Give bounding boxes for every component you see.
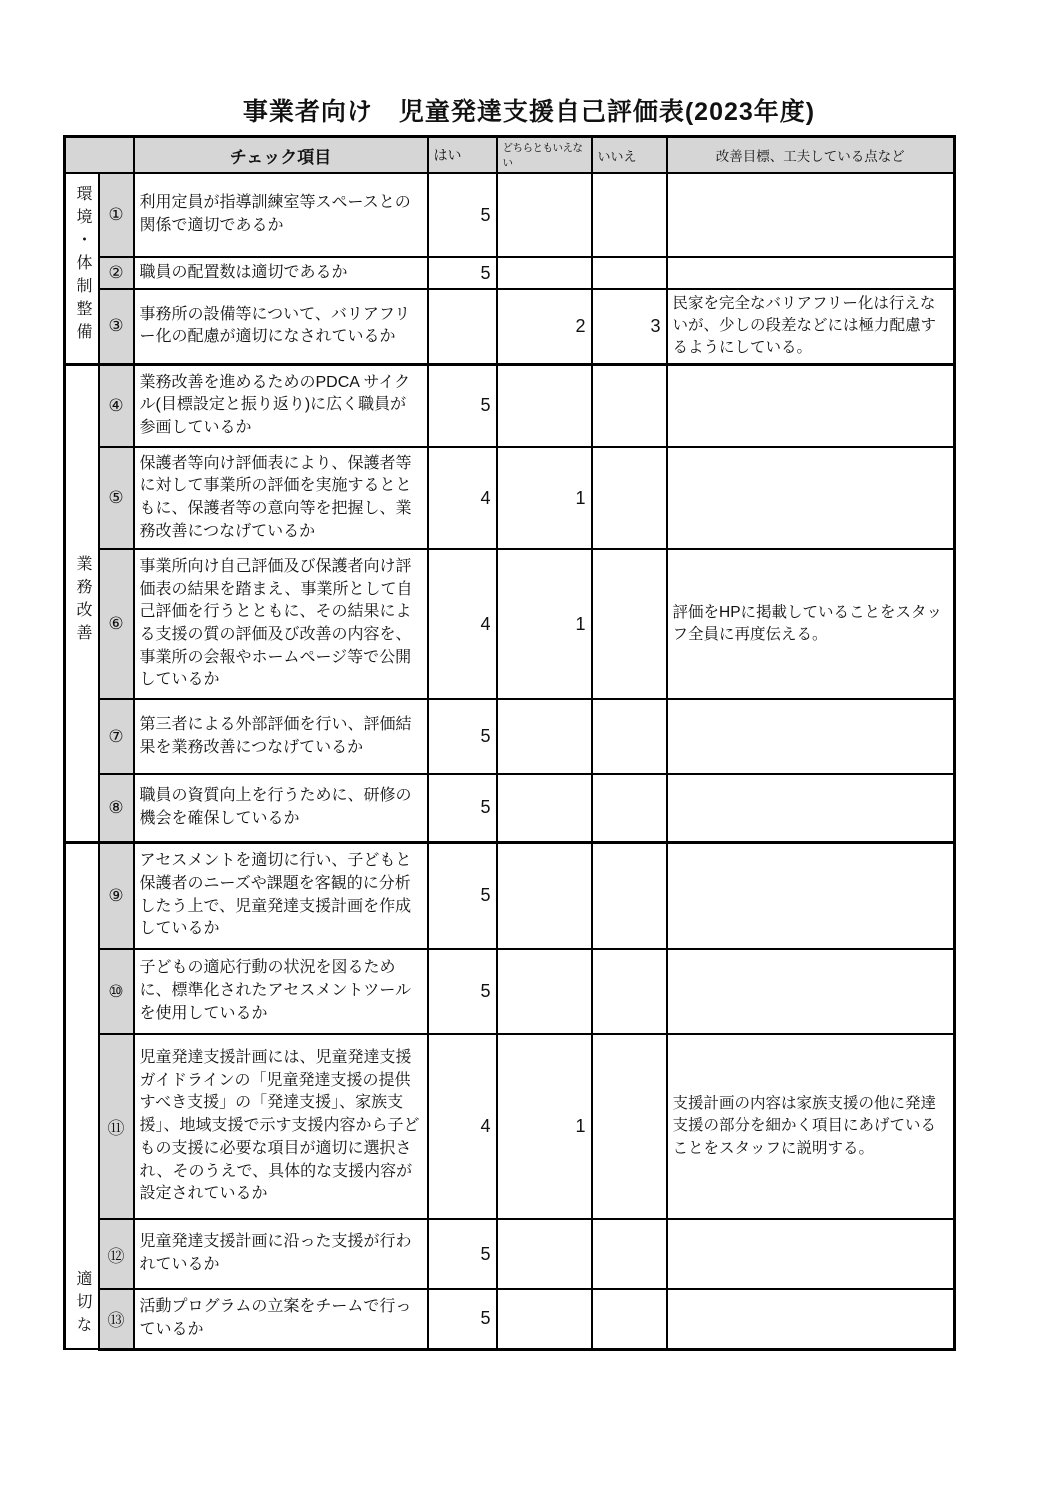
item-number: ⑧ <box>99 774 134 842</box>
header-row <box>65 137 955 174</box>
category-cell <box>65 173 99 364</box>
header-blank <box>65 137 134 174</box>
score-no <box>592 549 667 699</box>
score-no <box>592 257 667 289</box>
table-row <box>65 1034 955 1219</box>
score-no <box>592 1289 667 1349</box>
table-row <box>65 289 955 364</box>
item-number: ⑩ <box>99 949 134 1034</box>
check-item-text: 児童発達支援計画に沿った支援が行われているか <box>134 1219 428 1289</box>
improvement-text <box>667 842 955 949</box>
category-cell <box>65 842 99 1349</box>
score-no <box>592 842 667 949</box>
improvement-text <box>667 364 955 447</box>
table-row <box>65 447 955 549</box>
table-row <box>65 549 955 699</box>
score-yes: 5 <box>428 364 497 447</box>
improvement-text <box>667 949 955 1034</box>
score-neither <box>497 842 592 949</box>
score-yes: 4 <box>428 447 497 549</box>
improvement-text <box>667 257 955 289</box>
score-neither <box>497 364 592 447</box>
item-number: ⑥ <box>99 549 134 699</box>
score-yes: 5 <box>428 1289 497 1349</box>
check-item-text: 児童発達支援計画には、児童発達支援ガイドラインの「児童発達支援の提供すべき支援」の「発達支援」、家族支援」、地域支援で示す支援内容から子どもの支援に必要な項目が適切に選択され、そのうえで、具体的な支援内容が設定されているか <box>134 1034 428 1219</box>
score-yes: 5 <box>428 842 497 949</box>
score-yes <box>428 289 497 364</box>
category-label: 業務改善 <box>74 554 91 647</box>
score-yes: 5 <box>428 699 497 774</box>
table-row <box>65 1289 955 1349</box>
header-no: いいえ <box>592 137 667 174</box>
improvement-text <box>667 774 955 842</box>
score-no <box>592 447 667 549</box>
score-no: 3 <box>592 289 667 364</box>
improvement-text: 支援計画の内容は家族支援の他に発達支援の部分を細かく項目にあげていることをスタッフに説明する。 <box>667 1034 955 1219</box>
score-neither <box>497 774 592 842</box>
score-no <box>592 1034 667 1219</box>
improvement-text: 評価をHPに掲載していることをスタッフ全員に再度伝える。 <box>667 549 955 699</box>
check-item-text: 業務改善を進めるためのPDCA サイクル(目標設定と振り返り)に広く職員が参画しているか <box>134 364 428 447</box>
score-neither: 2 <box>497 289 592 364</box>
header-neither: どちらともいえない <box>497 137 592 174</box>
check-item-text: 保護者等向け評価表により、保護者等に対して事業所の評価を実施するとともに、保護者等の意向等を把握し、業務改善につなげているか <box>134 447 428 549</box>
item-number: ⑫ <box>99 1219 134 1289</box>
improvement-text <box>667 1219 955 1289</box>
score-yes: 5 <box>428 257 497 289</box>
table-row <box>65 257 955 289</box>
item-number: ⑦ <box>99 699 134 774</box>
table-row <box>65 699 955 774</box>
improvement-text: 民家を完全なバリアフリー化は行えないが、少しの段差などには極力配慮するようにしている。 <box>667 289 955 364</box>
check-item-text: 第三者による外部評価を行い、評価結果を業務改善につなげているか <box>134 699 428 774</box>
table-row <box>65 774 955 842</box>
table-row <box>65 173 955 257</box>
check-item-text: 職員の配置数は適切であるか <box>134 257 428 289</box>
score-neither: 1 <box>497 1034 592 1219</box>
item-number: ⑪ <box>99 1034 134 1219</box>
score-neither <box>497 699 592 774</box>
check-item-text: 活動プログラムの立案をチームで行っているか <box>134 1289 428 1349</box>
score-neither <box>497 949 592 1034</box>
score-neither <box>497 173 592 257</box>
improvement-text <box>667 447 955 549</box>
score-neither <box>497 1289 592 1349</box>
score-neither <box>497 257 592 289</box>
header-check-item: チェック項目 <box>134 137 428 174</box>
evaluation-table <box>63 135 956 1351</box>
table-row <box>65 842 955 949</box>
table-row <box>65 1219 955 1289</box>
score-no <box>592 1219 667 1289</box>
header-improvement: 改善目標、工夫している点など <box>667 137 955 174</box>
score-yes: 4 <box>428 1034 497 1219</box>
check-item-text: 子どもの適応行動の状況を図るために、標準化されたアセスメントツールを使用しているか <box>134 949 428 1034</box>
item-number: ① <box>99 173 134 257</box>
improvement-text <box>667 699 955 774</box>
improvement-text <box>667 1289 955 1349</box>
header-yes: はい <box>428 137 497 174</box>
item-number: ④ <box>99 364 134 447</box>
score-yes: 5 <box>428 1219 497 1289</box>
score-neither: 1 <box>497 549 592 699</box>
item-number: ⑨ <box>99 842 134 949</box>
score-yes: 5 <box>428 949 497 1034</box>
score-neither: 1 <box>497 447 592 549</box>
score-yes: 5 <box>428 774 497 842</box>
item-number: ⑤ <box>99 447 134 549</box>
check-item-text: 職員の資質向上を行うために、研修の機会を確保しているか <box>134 774 428 842</box>
check-item-text: アセスメントを適切に行い、子どもと保護者のニーズや課題を客観的に分析したう上で、児童発達支援計画を作成しているか <box>134 842 428 949</box>
score-no <box>592 774 667 842</box>
page-title: 事業者向け 児童発達支援自己評価表(2023年度) <box>242 98 816 126</box>
score-no <box>592 173 667 257</box>
check-item-text: 利用定員が指導訓練室等スペースとの関係で適切であるか <box>134 173 428 257</box>
score-no <box>592 699 667 774</box>
score-no <box>592 949 667 1034</box>
check-item-text: 事務所の設備等について、バリアフリー化の配慮が適切になされているか <box>134 289 428 364</box>
item-number: ⑬ <box>99 1289 134 1349</box>
item-number: ③ <box>99 289 134 364</box>
category-label: 適切な <box>74 1270 91 1339</box>
score-neither <box>497 1219 592 1289</box>
item-number: ② <box>99 257 134 289</box>
score-no <box>592 364 667 447</box>
score-yes: 4 <box>428 549 497 699</box>
improvement-text <box>667 173 955 257</box>
score-yes: 5 <box>428 173 497 257</box>
table-row <box>65 949 955 1034</box>
category-cell <box>65 364 99 842</box>
table-row <box>65 364 955 447</box>
check-item-text: 事業所向け自己評価及び保護者向け評価表の結果を踏まえ、事業所として自己評価を行うとともに、その結果による支援の質の評価及び改善の内容を、事業所の会報やホームページ等で公開しているか <box>134 549 428 699</box>
category-label: 環境・体制整備 <box>74 185 91 347</box>
